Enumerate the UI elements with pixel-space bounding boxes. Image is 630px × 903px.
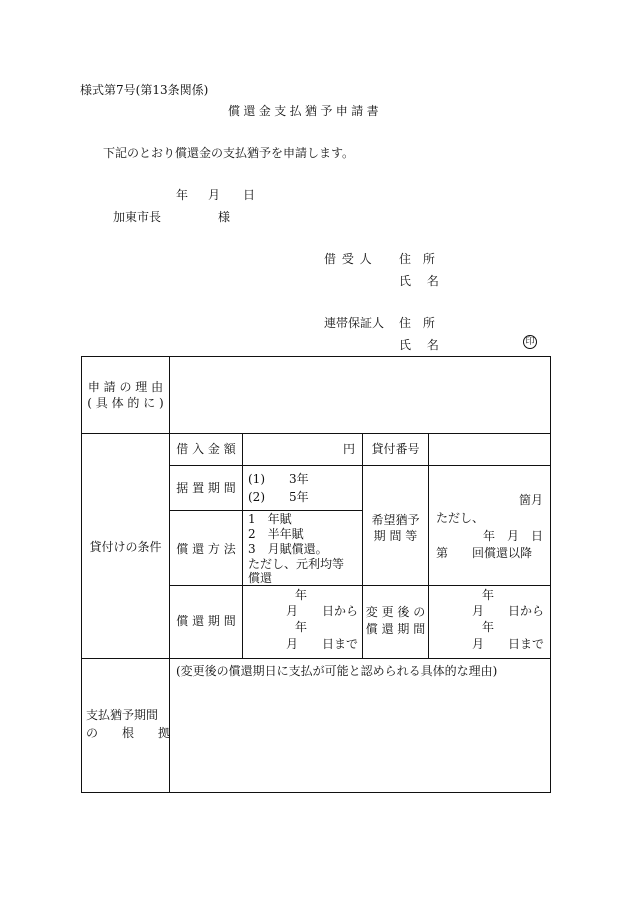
repayment-method-note-2: 償還 bbox=[248, 571, 273, 585]
borrowed-amount-unit: 円 bbox=[342, 442, 355, 456]
repayment-method-option-3: 3 月賦償還。 bbox=[248, 542, 328, 556]
deferral-basis-note: (変更後の償還期日に支払が可能と認められる具体的な理由) bbox=[176, 664, 498, 678]
borrower-name-label: 氏 名 bbox=[399, 274, 445, 288]
borrowed-amount-label: 借 入 金 額 bbox=[176, 442, 236, 456]
table-divider-row3 bbox=[169, 585, 551, 586]
desired-deferral-from-payment: 第 回償還以降 bbox=[436, 546, 533, 560]
desired-deferral-label-line2: 期 間 等 bbox=[373, 529, 418, 543]
repayment-period-from-monthday: 月 日から bbox=[285, 604, 358, 618]
repayment-method-option-2: 2 半年賦 bbox=[248, 527, 304, 541]
changed-period-to-year: 年 bbox=[482, 620, 495, 634]
table-divider-row2a bbox=[169, 510, 362, 511]
table-divider-col4 bbox=[428, 433, 429, 659]
addressee-mayor: 加東市長 bbox=[113, 210, 162, 224]
table-border-bottom bbox=[81, 792, 551, 793]
loan-number-label: 貸付番号 bbox=[371, 442, 420, 456]
grace-period-option-2: (2) 5年 bbox=[248, 490, 309, 504]
table-divider-row1 bbox=[169, 465, 551, 466]
table-border-top bbox=[81, 356, 551, 357]
changed-period-to-monthday: 月 日まで bbox=[471, 637, 544, 651]
borrower-role: 借 受 人 bbox=[324, 252, 373, 266]
deferral-basis-label-line2: の 根 拠 bbox=[86, 726, 171, 740]
table-border-right bbox=[550, 356, 551, 793]
repayment-method-label: 償 還 方 法 bbox=[176, 542, 236, 556]
addressee-honorific: 様 bbox=[218, 210, 231, 224]
changed-period-label-line1: 変 更 後 の bbox=[365, 605, 426, 619]
table-border-left bbox=[81, 356, 82, 793]
desired-deferral-label-line1: 希望猶予 bbox=[371, 513, 420, 527]
date-year: 年 bbox=[176, 188, 189, 202]
guarantor-address-label: 住 所 bbox=[399, 316, 439, 330]
guarantor-role: 連帯保証人 bbox=[324, 316, 385, 330]
repayment-method-note-1: ただし、元利均等 bbox=[248, 557, 345, 571]
date-day: 日 bbox=[243, 188, 256, 202]
guarantor-name-label: 氏 名 bbox=[399, 338, 445, 352]
table-divider-reason bbox=[81, 433, 551, 434]
deferral-basis-label-line1: 支払猶予期間 bbox=[86, 708, 159, 722]
reason-label-line1: 申 請 の 理 由 bbox=[87, 380, 164, 394]
reason-label-line2: ( 具 体 的 に ) bbox=[87, 396, 164, 410]
repayment-period-to-monthday: 月 日まで bbox=[285, 637, 358, 651]
changed-period-from-monthday: 月 日から bbox=[471, 604, 544, 618]
repayment-period-to-year: 年 bbox=[295, 620, 308, 634]
desired-deferral-proviso: ただし、 bbox=[436, 511, 485, 525]
borrower-address-label: 住 所 bbox=[399, 252, 439, 266]
repayment-period-from-year: 年 bbox=[295, 588, 308, 602]
changed-period-label-line2: 償 還 期 間 bbox=[365, 622, 426, 636]
document-title: 償還金支払猶予申請書 bbox=[228, 104, 383, 118]
seal-mark-icon: 印 bbox=[523, 335, 537, 349]
desired-deferral-months: 箇月 bbox=[518, 493, 543, 507]
repayment-period-label: 償 還 期 間 bbox=[176, 614, 236, 628]
desired-deferral-date: 年 月 日 bbox=[482, 529, 543, 543]
grace-period-option-1: (1) 3年 bbox=[248, 472, 309, 486]
loan-conditions-label: 貸付けの条件 bbox=[89, 540, 162, 554]
date-month: 月 bbox=[208, 188, 221, 202]
grace-period-label: 据 置 期 間 bbox=[176, 481, 236, 495]
table-divider-basis bbox=[81, 658, 551, 659]
changed-period-from-year: 年 bbox=[482, 588, 495, 602]
repayment-method-option-1: 1 年賦 bbox=[248, 512, 292, 526]
request-sentence: 下記のとおり償還金の支払猶予を申請します。 bbox=[103, 146, 355, 160]
table-divider-col2 bbox=[242, 433, 243, 659]
form-number: 様式第7号(第13条関係) bbox=[80, 83, 209, 97]
